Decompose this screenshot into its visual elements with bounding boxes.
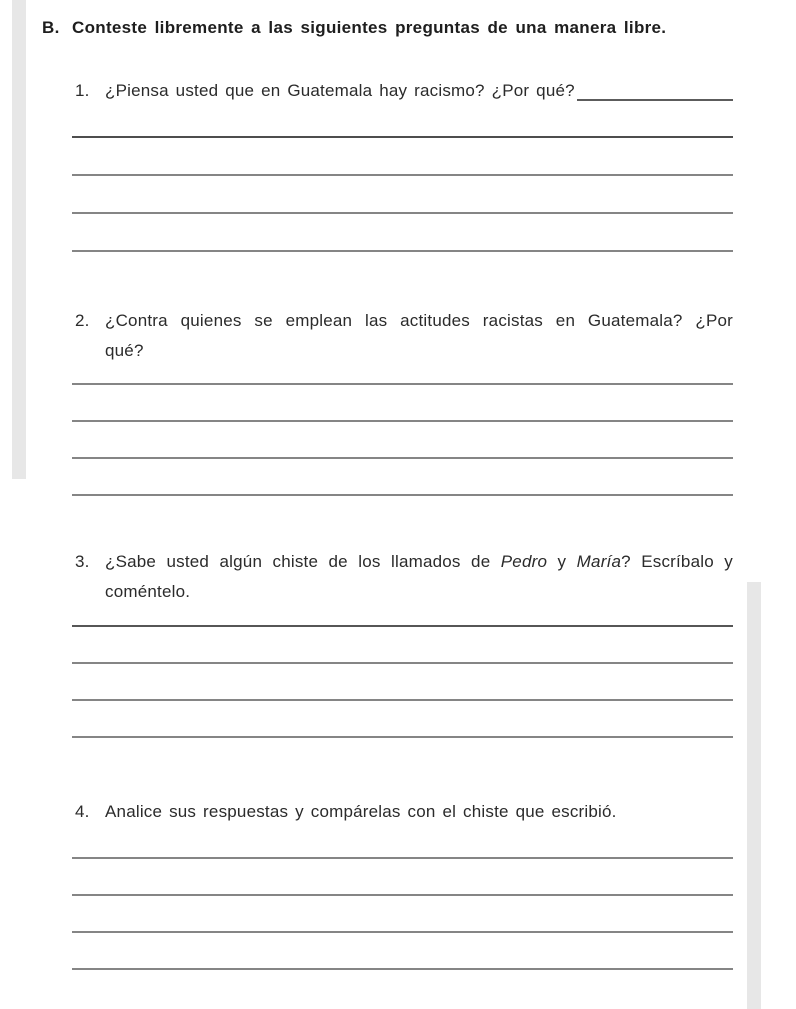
answer-line xyxy=(72,699,733,701)
answer-line xyxy=(72,420,733,422)
section-label: B. xyxy=(42,18,60,37)
question-4 xyxy=(75,797,733,970)
question-text: Analice sus respuestas y compárelas con el chiste que escribió. xyxy=(105,802,617,821)
answer-line xyxy=(72,457,733,459)
answer-line xyxy=(72,968,733,970)
question-text: ¿Piensa usted que en Guatemala hay racismo? ¿Por qué? xyxy=(105,81,575,100)
answer-line xyxy=(72,250,733,252)
question-number: 3. xyxy=(75,552,90,571)
question-text-line2: coméntelo. xyxy=(105,582,191,601)
answer-line xyxy=(72,857,733,859)
question-text-line1: ¿Contra quienes se emplean las actitudes racistas en Guatemala? ¿Por xyxy=(105,311,733,330)
answer-area xyxy=(72,857,733,970)
question-1 xyxy=(75,76,733,252)
question-number: 1. xyxy=(75,81,90,100)
section-title: Conteste libremente a las siguientes preguntas de una manera libre. xyxy=(72,18,667,37)
answer-area xyxy=(72,625,733,738)
answer-line xyxy=(72,625,733,627)
answer-line xyxy=(72,931,733,933)
question-text-segment: y xyxy=(547,552,577,571)
question-text-segment: ¿Sabe usted algún chiste de los llamados de xyxy=(105,552,501,571)
answer-area xyxy=(72,383,733,496)
question-text-line1 xyxy=(105,547,733,577)
scan-shadow-left xyxy=(12,0,26,479)
answer-line xyxy=(72,662,733,664)
answer-line xyxy=(72,383,733,385)
question-number: 2. xyxy=(75,311,90,330)
question-text-line2: qué? xyxy=(105,341,144,360)
question-3 xyxy=(75,547,733,738)
question-text-segment-italic: María xyxy=(576,552,622,571)
answer-line xyxy=(72,736,733,738)
question-text-segment-italic: Pedro xyxy=(500,552,548,571)
answer-line xyxy=(72,494,733,496)
question-number: 4. xyxy=(75,802,90,821)
scan-shadow-right xyxy=(747,582,761,1009)
answer-line xyxy=(72,136,733,138)
question-text-segment: ? Escríbalo y xyxy=(621,552,733,571)
answer-line xyxy=(72,174,733,176)
inline-answer-line xyxy=(577,76,733,101)
answer-line xyxy=(72,212,733,214)
question-2 xyxy=(75,306,733,496)
section-header xyxy=(42,16,762,40)
answer-line xyxy=(72,894,733,896)
answer-area xyxy=(72,136,733,252)
